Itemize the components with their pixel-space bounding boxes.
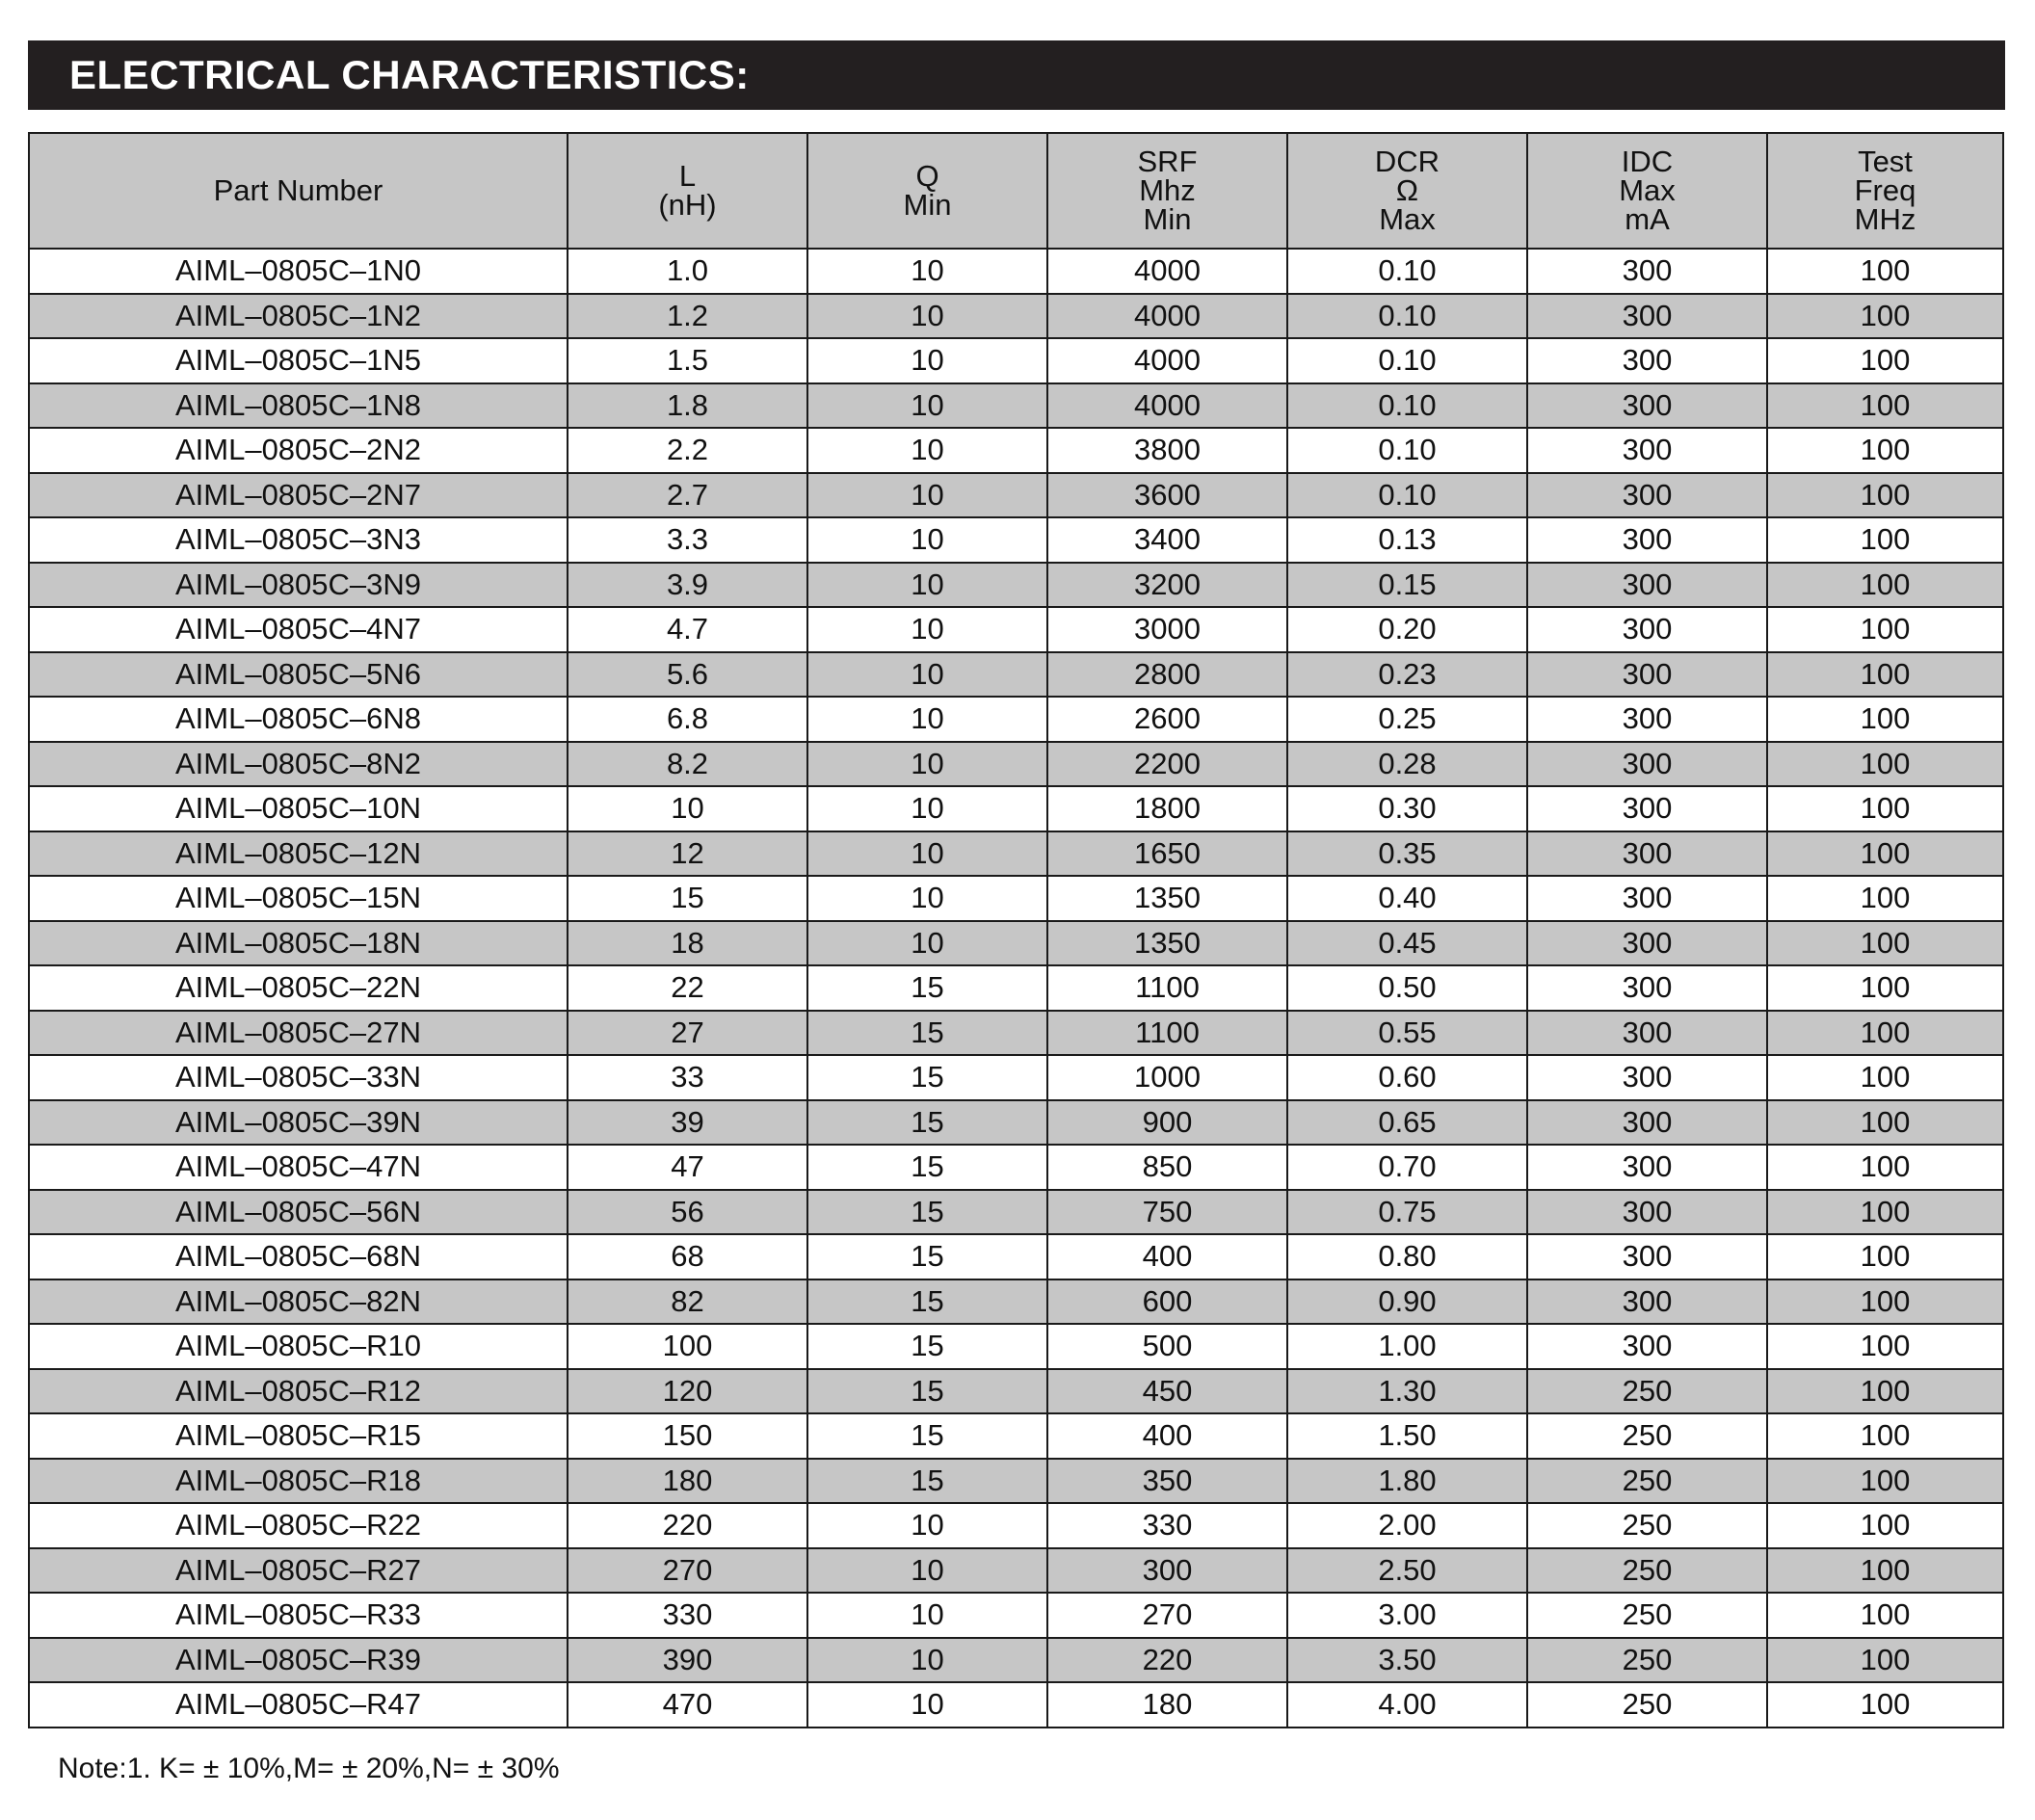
cell-srf: 850 — [1047, 1145, 1287, 1190]
cell-inductance: 27 — [568, 1011, 807, 1056]
cell-inductance: 1.5 — [568, 338, 807, 383]
cell-test-freq: 100 — [1767, 563, 2003, 608]
table-row — [29, 1190, 2003, 1235]
cell-idc: 300 — [1527, 428, 1767, 473]
cell-dcr: 0.20 — [1287, 607, 1527, 652]
cell-inductance: 150 — [568, 1413, 807, 1459]
cell-idc: 250 — [1527, 1682, 1767, 1728]
cell-part-number: AIML–0805C–2N7 — [29, 473, 568, 518]
header-line: SRF — [1137, 145, 1198, 178]
header-line: Part Number — [213, 173, 383, 207]
cell-idc: 300 — [1527, 1324, 1767, 1369]
col-header-srf — [1047, 133, 1287, 249]
cell-q-min: 10 — [807, 786, 1047, 831]
cell-q-min: 10 — [807, 428, 1047, 473]
cell-test-freq: 100 — [1767, 1100, 2003, 1146]
cell-srf: 220 — [1047, 1638, 1287, 1683]
col-header-q-min — [807, 133, 1047, 249]
cell-idc: 300 — [1527, 1011, 1767, 1056]
cell-srf: 2600 — [1047, 697, 1287, 742]
cell-part-number: AIML–0805C–3N9 — [29, 563, 568, 608]
cell-inductance: 47 — [568, 1145, 807, 1190]
cell-srf: 3400 — [1047, 517, 1287, 563]
col-header-part-number — [29, 133, 568, 249]
cell-idc: 300 — [1527, 876, 1767, 921]
cell-part-number: AIML–0805C–R10 — [29, 1324, 568, 1369]
cell-srf: 4000 — [1047, 338, 1287, 383]
cell-part-number: AIML–0805C–56N — [29, 1190, 568, 1235]
cell-part-number: AIML–0805C–39N — [29, 1100, 568, 1146]
col-header-inductance — [568, 133, 807, 249]
cell-part-number: AIML–0805C–27N — [29, 1011, 568, 1056]
cell-srf: 4000 — [1047, 383, 1287, 429]
cell-q-min: 15 — [807, 1011, 1047, 1056]
table-row — [29, 697, 2003, 742]
table-row — [29, 1100, 2003, 1146]
cell-idc: 300 — [1527, 517, 1767, 563]
cell-test-freq: 100 — [1767, 517, 2003, 563]
col-header-idc — [1527, 133, 1767, 249]
cell-idc: 300 — [1527, 1145, 1767, 1190]
cell-srf: 1350 — [1047, 921, 1287, 966]
cell-test-freq: 100 — [1767, 1279, 2003, 1325]
cell-part-number: AIML–0805C–4N7 — [29, 607, 568, 652]
cell-idc: 300 — [1527, 786, 1767, 831]
cell-srf: 1100 — [1047, 965, 1287, 1011]
cell-idc: 300 — [1527, 338, 1767, 383]
cell-srf: 3200 — [1047, 563, 1287, 608]
cell-inductance: 33 — [568, 1055, 807, 1100]
cell-dcr: 0.45 — [1287, 921, 1527, 966]
cell-inductance: 18 — [568, 921, 807, 966]
cell-q-min: 10 — [807, 697, 1047, 742]
cell-q-min: 10 — [807, 607, 1047, 652]
cell-part-number: AIML–0805C–8N2 — [29, 742, 568, 787]
table-row — [29, 1459, 2003, 1504]
table-row — [29, 1234, 2003, 1279]
cell-srf: 400 — [1047, 1413, 1287, 1459]
cell-q-min: 10 — [807, 1593, 1047, 1638]
header-line: Test — [1858, 145, 1913, 178]
cell-inductance: 39 — [568, 1100, 807, 1146]
cell-part-number: AIML–0805C–1N5 — [29, 338, 568, 383]
cell-test-freq: 100 — [1767, 294, 2003, 339]
cell-part-number: AIML–0805C–68N — [29, 1234, 568, 1279]
cell-idc: 300 — [1527, 607, 1767, 652]
cell-idc: 300 — [1527, 473, 1767, 518]
cell-inductance: 82 — [568, 1279, 807, 1325]
cell-part-number: AIML–0805C–1N8 — [29, 383, 568, 429]
table-row — [29, 383, 2003, 429]
cell-part-number: AIML–0805C–6N8 — [29, 697, 568, 742]
cell-test-freq: 100 — [1767, 1145, 2003, 1190]
cell-idc: 300 — [1527, 1234, 1767, 1279]
cell-idc: 300 — [1527, 652, 1767, 698]
cell-dcr: 1.00 — [1287, 1324, 1527, 1369]
cell-inductance: 2.2 — [568, 428, 807, 473]
cell-q-min: 10 — [807, 1638, 1047, 1683]
cell-srf: 350 — [1047, 1459, 1287, 1504]
cell-dcr: 0.10 — [1287, 383, 1527, 429]
cell-test-freq: 100 — [1767, 1369, 2003, 1414]
table-row — [29, 965, 2003, 1011]
cell-srf: 3600 — [1047, 473, 1287, 518]
cell-test-freq: 100 — [1767, 383, 2003, 429]
cell-test-freq: 100 — [1767, 876, 2003, 921]
cell-dcr: 0.90 — [1287, 1279, 1527, 1325]
cell-srf: 4000 — [1047, 294, 1287, 339]
cell-q-min: 15 — [807, 1190, 1047, 1235]
cell-part-number: AIML–0805C–18N — [29, 921, 568, 966]
cell-inductance: 68 — [568, 1234, 807, 1279]
cell-test-freq: 100 — [1767, 965, 2003, 1011]
cell-inductance: 4.7 — [568, 607, 807, 652]
cell-q-min: 15 — [807, 1279, 1047, 1325]
cell-srf: 3800 — [1047, 428, 1287, 473]
cell-part-number: AIML–0805C–82N — [29, 1279, 568, 1325]
cell-part-number: AIML–0805C–R33 — [29, 1593, 568, 1638]
cell-part-number: AIML–0805C–15N — [29, 876, 568, 921]
cell-idc: 300 — [1527, 697, 1767, 742]
cell-part-number: AIML–0805C–1N2 — [29, 294, 568, 339]
table-row — [29, 921, 2003, 966]
table-row — [29, 652, 2003, 698]
cell-idc: 300 — [1527, 1190, 1767, 1235]
cell-idc: 250 — [1527, 1593, 1767, 1638]
cell-idc: 300 — [1527, 1100, 1767, 1146]
cell-inductance: 12 — [568, 831, 807, 877]
table-row — [29, 1145, 2003, 1190]
cell-part-number: AIML–0805C–2N2 — [29, 428, 568, 473]
header-line: (nH) — [658, 188, 717, 222]
cell-inductance: 3.9 — [568, 563, 807, 608]
table-header — [29, 133, 2003, 249]
cell-part-number: AIML–0805C–R15 — [29, 1413, 568, 1459]
cell-part-number: AIML–0805C–R22 — [29, 1503, 568, 1548]
cell-srf: 300 — [1047, 1548, 1287, 1594]
table-row — [29, 831, 2003, 877]
cell-part-number: AIML–0805C–5N6 — [29, 652, 568, 698]
cell-test-freq: 100 — [1767, 1055, 2003, 1100]
cell-part-number: AIML–0805C–33N — [29, 1055, 568, 1100]
cell-test-freq: 100 — [1767, 338, 2003, 383]
cell-inductance: 15 — [568, 876, 807, 921]
cell-inductance: 3.3 — [568, 517, 807, 563]
cell-inductance: 120 — [568, 1369, 807, 1414]
table-row — [29, 473, 2003, 518]
cell-q-min: 15 — [807, 1100, 1047, 1146]
cell-dcr: 2.00 — [1287, 1503, 1527, 1548]
table-row — [29, 1324, 2003, 1369]
table-header-row — [29, 133, 2003, 249]
table-row — [29, 294, 2003, 339]
electrical-characteristics-table — [28, 132, 2004, 1728]
cell-test-freq: 100 — [1767, 1503, 2003, 1548]
col-header-test-freq — [1767, 133, 2003, 249]
cell-q-min: 15 — [807, 1369, 1047, 1414]
cell-idc: 300 — [1527, 921, 1767, 966]
cell-q-min: 10 — [807, 249, 1047, 294]
table-row — [29, 1413, 2003, 1459]
cell-test-freq: 100 — [1767, 652, 2003, 698]
table-row — [29, 1638, 2003, 1683]
cell-test-freq: 100 — [1767, 786, 2003, 831]
table-body — [29, 249, 2003, 1728]
table-row — [29, 1548, 2003, 1594]
table-row — [29, 563, 2003, 608]
cell-test-freq: 100 — [1767, 742, 2003, 787]
cell-test-freq: 100 — [1767, 607, 2003, 652]
cell-dcr: 3.50 — [1287, 1638, 1527, 1683]
cell-dcr: 4.00 — [1287, 1682, 1527, 1728]
cell-dcr: 0.10 — [1287, 473, 1527, 518]
cell-idc: 300 — [1527, 965, 1767, 1011]
header-line: Ω — [1395, 173, 1419, 207]
cell-idc: 250 — [1527, 1413, 1767, 1459]
table-row — [29, 1593, 2003, 1638]
cell-test-freq: 100 — [1767, 428, 2003, 473]
cell-idc: 300 — [1527, 249, 1767, 294]
cell-q-min: 15 — [807, 1234, 1047, 1279]
cell-dcr: 0.10 — [1287, 294, 1527, 339]
cell-srf: 270 — [1047, 1593, 1287, 1638]
cell-srf: 450 — [1047, 1369, 1287, 1414]
cell-inductance: 5.6 — [568, 652, 807, 698]
table-row — [29, 786, 2003, 831]
cell-srf: 1650 — [1047, 831, 1287, 877]
cell-test-freq: 100 — [1767, 1324, 2003, 1369]
cell-inductance: 180 — [568, 1459, 807, 1504]
cell-part-number: AIML–0805C–1N0 — [29, 249, 568, 294]
cell-part-number: AIML–0805C–22N — [29, 965, 568, 1011]
cell-dcr: 1.50 — [1287, 1413, 1527, 1459]
cell-part-number: AIML–0805C–R39 — [29, 1638, 568, 1683]
cell-part-number: AIML–0805C–3N3 — [29, 517, 568, 563]
table-row — [29, 338, 2003, 383]
cell-q-min: 10 — [807, 294, 1047, 339]
header-line: Q — [915, 159, 939, 193]
header-line: IDC — [1621, 145, 1674, 178]
cell-part-number: AIML–0805C–R27 — [29, 1548, 568, 1594]
cell-inductance: 1.0 — [568, 249, 807, 294]
cell-q-min: 10 — [807, 876, 1047, 921]
table-row — [29, 249, 2003, 294]
header-line: Max — [1379, 202, 1436, 236]
cell-inductance: 470 — [568, 1682, 807, 1728]
header-line: Min — [1143, 202, 1192, 236]
cell-srf: 2200 — [1047, 742, 1287, 787]
header-line: Min — [903, 188, 952, 222]
header-line: DCR — [1374, 145, 1440, 178]
cell-srf: 1800 — [1047, 786, 1287, 831]
cell-q-min: 10 — [807, 1548, 1047, 1594]
cell-q-min: 15 — [807, 1413, 1047, 1459]
cell-srf: 180 — [1047, 1682, 1287, 1728]
cell-dcr: 0.15 — [1287, 563, 1527, 608]
cell-srf: 900 — [1047, 1100, 1287, 1146]
cell-q-min: 10 — [807, 383, 1047, 429]
table-row — [29, 742, 2003, 787]
cell-inductance: 220 — [568, 1503, 807, 1548]
cell-q-min: 15 — [807, 1055, 1047, 1100]
cell-part-number: AIML–0805C–R47 — [29, 1682, 568, 1728]
cell-dcr: 0.70 — [1287, 1145, 1527, 1190]
cell-test-freq: 100 — [1767, 1459, 2003, 1504]
cell-inductance: 2.7 — [568, 473, 807, 518]
cell-srf: 750 — [1047, 1190, 1287, 1235]
table-row — [29, 1055, 2003, 1100]
table-row — [29, 1279, 2003, 1325]
cell-inductance: 390 — [568, 1638, 807, 1683]
col-header-dcr — [1287, 133, 1527, 249]
cell-dcr: 0.50 — [1287, 965, 1527, 1011]
cell-inductance: 8.2 — [568, 742, 807, 787]
cell-test-freq: 100 — [1767, 1190, 2003, 1235]
cell-dcr: 0.80 — [1287, 1234, 1527, 1279]
cell-idc: 300 — [1527, 383, 1767, 429]
cell-test-freq: 100 — [1767, 831, 2003, 877]
cell-q-min: 10 — [807, 742, 1047, 787]
cell-q-min: 10 — [807, 921, 1047, 966]
cell-inductance: 10 — [568, 786, 807, 831]
header-line: Freq — [1854, 173, 1916, 207]
cell-test-freq: 100 — [1767, 921, 2003, 966]
table-row — [29, 428, 2003, 473]
table-row — [29, 1682, 2003, 1728]
cell-srf: 330 — [1047, 1503, 1287, 1548]
table-row — [29, 1503, 2003, 1548]
cell-idc: 300 — [1527, 1055, 1767, 1100]
cell-dcr: 0.30 — [1287, 786, 1527, 831]
cell-test-freq: 100 — [1767, 1548, 2003, 1594]
cell-test-freq: 100 — [1767, 1593, 2003, 1638]
cell-q-min: 15 — [807, 1324, 1047, 1369]
cell-dcr: 0.60 — [1287, 1055, 1527, 1100]
cell-test-freq: 100 — [1767, 1682, 2003, 1728]
cell-dcr: 0.23 — [1287, 652, 1527, 698]
cell-q-min: 10 — [807, 1682, 1047, 1728]
cell-srf: 400 — [1047, 1234, 1287, 1279]
cell-srf: 4000 — [1047, 249, 1287, 294]
cell-q-min: 15 — [807, 1145, 1047, 1190]
cell-q-min: 10 — [807, 517, 1047, 563]
cell-inductance: 330 — [568, 1593, 807, 1638]
table-row — [29, 1369, 2003, 1414]
cell-part-number: AIML–0805C–R18 — [29, 1459, 568, 1504]
cell-inductance: 100 — [568, 1324, 807, 1369]
header-line: Mhz — [1139, 173, 1196, 207]
cell-dcr: 0.40 — [1287, 876, 1527, 921]
cell-test-freq: 100 — [1767, 1011, 2003, 1056]
cell-srf: 500 — [1047, 1324, 1287, 1369]
cell-dcr: 0.10 — [1287, 338, 1527, 383]
cell-q-min: 15 — [807, 965, 1047, 1011]
cell-q-min: 10 — [807, 1503, 1047, 1548]
cell-idc: 250 — [1527, 1548, 1767, 1594]
cell-inductance: 22 — [568, 965, 807, 1011]
cell-q-min: 10 — [807, 831, 1047, 877]
cell-idc: 300 — [1527, 742, 1767, 787]
cell-q-min: 10 — [807, 338, 1047, 383]
cell-dcr: 0.25 — [1287, 697, 1527, 742]
cell-test-freq: 100 — [1767, 1234, 2003, 1279]
cell-dcr: 0.65 — [1287, 1100, 1527, 1146]
header-line: L — [678, 159, 697, 193]
cell-dcr: 0.10 — [1287, 249, 1527, 294]
cell-idc: 300 — [1527, 831, 1767, 877]
cell-idc: 250 — [1527, 1459, 1767, 1504]
header-line: MHz — [1854, 202, 1916, 236]
cell-srf: 1350 — [1047, 876, 1287, 921]
cell-srf: 600 — [1047, 1279, 1287, 1325]
cell-test-freq: 100 — [1767, 473, 2003, 518]
cell-srf: 1100 — [1047, 1011, 1287, 1056]
header-line: mA — [1625, 202, 1670, 236]
cell-test-freq: 100 — [1767, 249, 2003, 294]
cell-dcr: 2.50 — [1287, 1548, 1527, 1594]
cell-dcr: 0.35 — [1287, 831, 1527, 877]
cell-inductance: 56 — [568, 1190, 807, 1235]
cell-srf: 3000 — [1047, 607, 1287, 652]
table-row — [29, 1011, 2003, 1056]
cell-dcr: 1.80 — [1287, 1459, 1527, 1504]
cell-part-number: AIML–0805C–10N — [29, 786, 568, 831]
cell-part-number: AIML–0805C–R12 — [29, 1369, 568, 1414]
cell-q-min: 15 — [807, 1459, 1047, 1504]
cell-dcr: 0.55 — [1287, 1011, 1527, 1056]
section-title: ELECTRICAL CHARACTERISTICS: — [69, 52, 750, 97]
cell-inductance: 270 — [568, 1548, 807, 1594]
section-title-banner — [28, 40, 2005, 110]
cell-idc: 300 — [1527, 563, 1767, 608]
cell-dcr: 3.00 — [1287, 1593, 1527, 1638]
cell-inductance: 1.2 — [568, 294, 807, 339]
cell-q-min: 10 — [807, 473, 1047, 518]
cell-srf: 1000 — [1047, 1055, 1287, 1100]
cell-q-min: 10 — [807, 652, 1047, 698]
cell-dcr: 0.28 — [1287, 742, 1527, 787]
cell-dcr: 1.30 — [1287, 1369, 1527, 1414]
cell-srf: 2800 — [1047, 652, 1287, 698]
cell-idc: 250 — [1527, 1369, 1767, 1414]
cell-idc: 250 — [1527, 1638, 1767, 1683]
cell-idc: 300 — [1527, 294, 1767, 339]
cell-idc: 300 — [1527, 1279, 1767, 1325]
table-row — [29, 876, 2003, 921]
cell-test-freq: 100 — [1767, 1413, 2003, 1459]
cell-idc: 250 — [1527, 1503, 1767, 1548]
cell-q-min: 10 — [807, 563, 1047, 608]
cell-dcr: 0.10 — [1287, 428, 1527, 473]
cell-dcr: 0.13 — [1287, 517, 1527, 563]
cell-dcr: 0.75 — [1287, 1190, 1527, 1235]
cell-part-number: AIML–0805C–12N — [29, 831, 568, 877]
cell-part-number: AIML–0805C–47N — [29, 1145, 568, 1190]
cell-test-freq: 100 — [1767, 1638, 2003, 1683]
cell-inductance: 6.8 — [568, 697, 807, 742]
table-row — [29, 607, 2003, 652]
cell-inductance: 1.8 — [568, 383, 807, 429]
header-line: Max — [1619, 173, 1676, 207]
cell-test-freq: 100 — [1767, 697, 2003, 742]
tolerance-note: Note:1. K= ± 10%,M= ± 20%,N= ± 30% — [58, 1753, 560, 1784]
table-row — [29, 517, 2003, 563]
